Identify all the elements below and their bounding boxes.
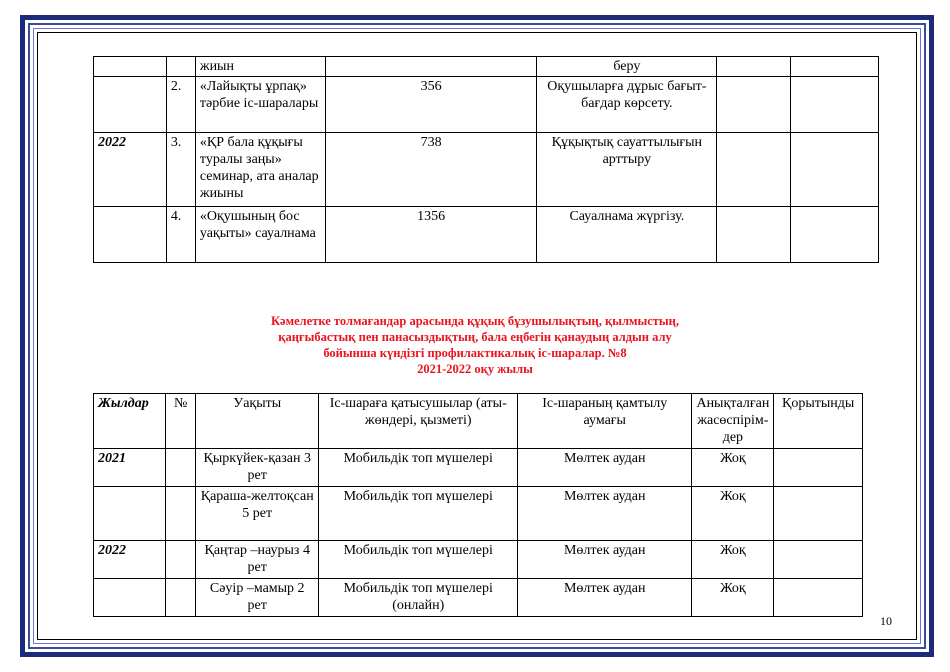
table-row [94,57,879,77]
header-number: № [166,394,196,449]
number-cell [166,449,196,487]
number-cell: 3. [166,133,195,207]
heading-line: бойынша күндізгі профилактикалық іс-шаралар. №8 [323,346,627,360]
year-cell [94,579,166,617]
page-number: 10 [880,614,892,628]
number-cell [166,487,196,541]
empty-cell [717,207,791,263]
area-cell: Мөлтек аудан [518,541,692,579]
year-cell [94,487,166,541]
year-cell: 2022 [94,133,167,207]
year-cell [94,57,167,77]
goal-cell: Құқықтық сауаттылығын арттыру [537,133,717,207]
conclusion-cell [774,541,863,579]
prevention-table [93,393,863,617]
heading-line: Кәмелетке толмағандар арасында құқық бұзушылықтың, қылмыстың, [270,314,680,328]
area-cell: Мөлтек аудан [518,579,692,617]
participants-cell: Мобильдік топ мүшелері [319,449,518,487]
header-area: Іс-шараның қамтылу аумағы [518,394,692,449]
event-cell: «Лайықты ұрпақ» тәрбие іс-шаралары [195,77,325,133]
table-row [94,449,863,487]
participants-cell: Мобильдік топ мүшелері [319,541,518,579]
number-cell [166,57,195,77]
number-cell [166,541,196,579]
conclusion-cell [774,579,863,617]
empty-cell [791,207,879,263]
count-cell: 1356 [325,207,537,263]
empty-cell [717,57,791,77]
header-row [94,394,863,449]
goal-cell: Сауалнама жүргізу. [537,207,717,263]
time-cell: Қыркүйек-қазан 3 рет [195,449,318,487]
time-cell: Сәуір –мамыр 2 рет [195,579,318,617]
participants-cell: Мобильдік топ мүшелері [319,487,518,541]
section-heading [150,313,800,377]
event-cell: жиын [195,57,325,77]
count-cell: 738 [325,133,537,207]
table-row [94,487,863,541]
header-participants: Іс-шараға қатысушылар (аты-жөндері, қызметі) [319,394,518,449]
count-cell [325,57,537,77]
year-cell [94,207,167,263]
time-cell: Қараша-желтоқсан 5 рет [195,487,318,541]
table-row [94,133,879,207]
empty-cell [791,133,879,207]
number-cell: 4. [166,207,195,263]
conclusion-cell [774,449,863,487]
participants-cell: Мобильдік топ мүшелері (онлайн) [319,579,518,617]
heading-line: 2021-2022 оқу жылы [417,362,533,376]
identified-cell: Жоқ [692,487,774,541]
empty-cell [717,77,791,133]
table-row [94,541,863,579]
identified-cell: Жоқ [692,579,774,617]
time-cell: Қаңтар –наурыз 4 рет [195,541,318,579]
header-identified: Анықталған жасөспірім-дер [692,394,774,449]
empty-cell [791,77,879,133]
year-cell: 2021 [94,449,166,487]
identified-cell: Жоқ [692,449,774,487]
number-cell [166,579,196,617]
event-cell: «ҚР бала құқығы туралы заңы» семинар, ата аналар жиыны [195,133,325,207]
header-years: Жылдар [94,394,166,449]
header-conclusion: Қорытынды [774,394,863,449]
table-row [94,207,879,263]
count-cell: 356 [325,77,537,133]
year-cell [94,77,167,133]
area-cell: Мөлтек аудан [518,487,692,541]
table-row [94,579,863,617]
number-cell: 2. [166,77,195,133]
area-cell: Мөлтек аудан [518,449,692,487]
goal-cell: беру [537,57,717,77]
heading-line: қаңғыбастық пен панасыздықтың, бала еңбегін қанаудың алдын алу [278,330,672,344]
year-cell: 2022 [94,541,166,579]
events-table [93,56,879,263]
identified-cell: Жоқ [692,541,774,579]
goal-cell: Оқушыларға дұрыс бағыт-бағдар көрсету. [537,77,717,133]
table-row [94,77,879,133]
empty-cell [717,133,791,207]
header-time: Уақыты [195,394,318,449]
conclusion-cell [774,487,863,541]
event-cell: «Оқушының бос уақыты» сауалнама [195,207,325,263]
empty-cell [791,57,879,77]
